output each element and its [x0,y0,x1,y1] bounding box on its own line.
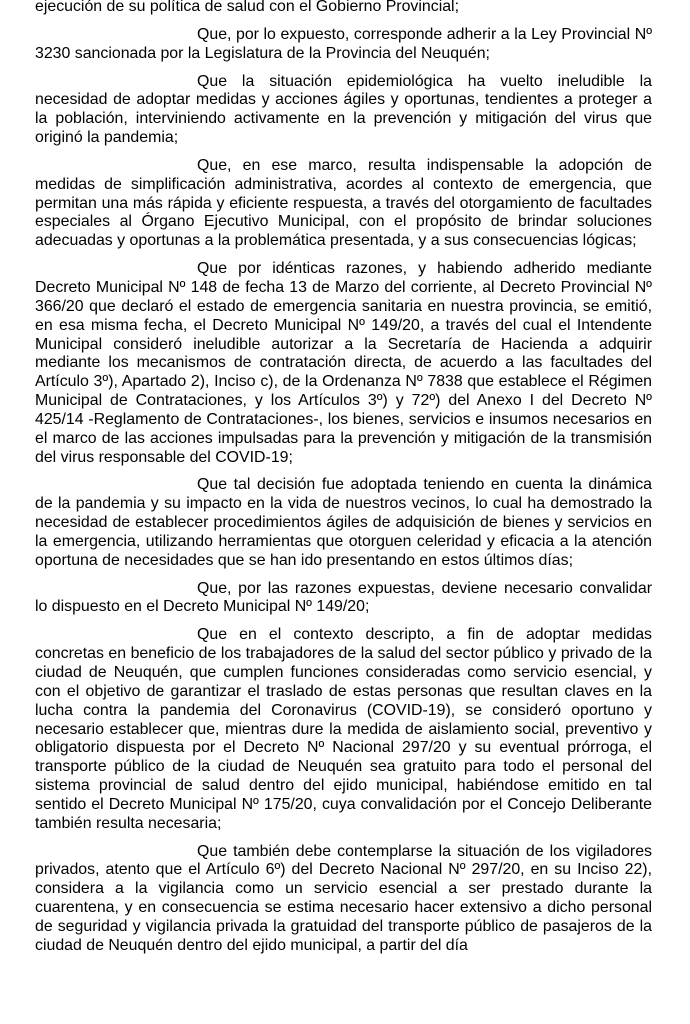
paragraph-health-workers-transport: Que en el contexto descripto, a fin de adoptar medidas concretas en beneficio de los trabajadores de la salud del sector público y privado de la ciudad de Neuquén, que cumplen funciones consideradas como servicio esencial, y con el objetivo de garantizar el traslado de estas personas que resultan claves en la lucha contra la pandemia del Coronavirus (COVID-19), se consideró oportuno y necesario establecer que, mientras dure la medida de aislamiento social, preventivo y obligatorio dispuesta por el Decreto Nº Nacional 297/20 y su eventual prórroga, el transporte público de la ciudad de Neuquén sea gratuito para todo el personal del sistema provincial de salud dentro del ejido municipal, habiéndose emitido en tal sentido el Decreto Municipal Nº 175/20, cuya convalidación por el Concejo Deliberante también resulta necesaria; [35,626,652,832]
paragraph-convalidation: Que, por las razones expuestas, deviene necesario convalidar lo dispuesto en el Decreto Municipal Nº 149/20; [35,579,652,616]
paragraph-epidemiological-situation: Que la situación epidemiológica ha vuelto ineludible la necesidad de adoptar medidas y acciones ágiles y oportunas, tendientes a proteger a la población, interviniendo activamente en la prevención y mitigación del virus que originó la pandemia; [35,72,652,147]
paragraph-ley-3230: Que, por lo expuesto, corresponde adherir a la Ley Provincial Nº 3230 sancionada por la Legislatura de la Provincia del Neuquén; [35,25,652,62]
document-page [35,0,652,965]
paragraph-pandemic-dynamics: Que tal decisión fue adoptada teniendo en cuenta la dinámica de la pandemia y su impacto en la vida de nuestros vecinos, lo cual ha demostrado la necesidad de establecer procedimientos ágiles de adquisición de bienes y servicios en la emergencia, utilizando herramientas que otorguen celeridad y eficacia a la atención oportuna de necesidades que se han ido presentando en estos últimos días; [35,476,652,569]
paragraph-decreto-149: Que por idénticas razones, y habiendo adherido mediante Decreto Municipal Nº 148 de fecha 13 de Marzo del corriente, al Decreto Provincial Nº 366/20 que declaró el estado de emergencia sanitaria en nuestra provincia, se emitió, en esa misma fecha, el Decreto Municipal Nº 149/20, a través del cual el Intendente Municipal consideró ineludible autorizar a la Secretaría de Hacienda a adquirir mediante los mecanismos de contratación directa, de acuerdo a las facultades del Artículo 3º), Apartado 2), Inciso c), de la Ordenanza Nº 7838 que establece el Régimen Municipal de Contrataciones, y los Artículos 3º) y 72º) del Anexo I del Decreto Nº 425/14 -Reglamento de Contrataciones-, los bienes, servicios e insumos necesarios en el marco de las acciones impulsadas para la prevención y mitigación de la transmisión del virus responsable del COVID-19; [35,260,652,466]
paragraph-private-security: Que también debe contemplarse la situación de los vigiladores privados, atento que el Artículo 6º) del Decreto Nacional Nº 297/20, en su Inciso 22), considera a la vigilancia como un servicio esencial a ser prestado durante la cuarentena, y en consecuencia se estima necesario hacer extensivo a dicho personal de seguridad y vigilancia privada la gratuidad del transporte público de pasajeros de la ciudad de Neuquén dentro del ejido municipal, a partir del día [35,842,652,954]
paragraph-administrative-simplification: Que, en ese marco, resulta indispensable la adopción de medidas de simplificación administrativa, acordes al contexto de emergencia, que permitan una más rápida y eficiente respuesta, a través del otorgamiento de facultades especiales al Órgano Ejecutivo Municipal, con el propósito de brindar soluciones adecuadas y oportunas a la problemática presentada, y a sus consecuencias lógicas; [35,156,652,250]
paragraph-continuation: ejecución de su política de salud con el Gobierno Provincial; [35,0,460,15]
